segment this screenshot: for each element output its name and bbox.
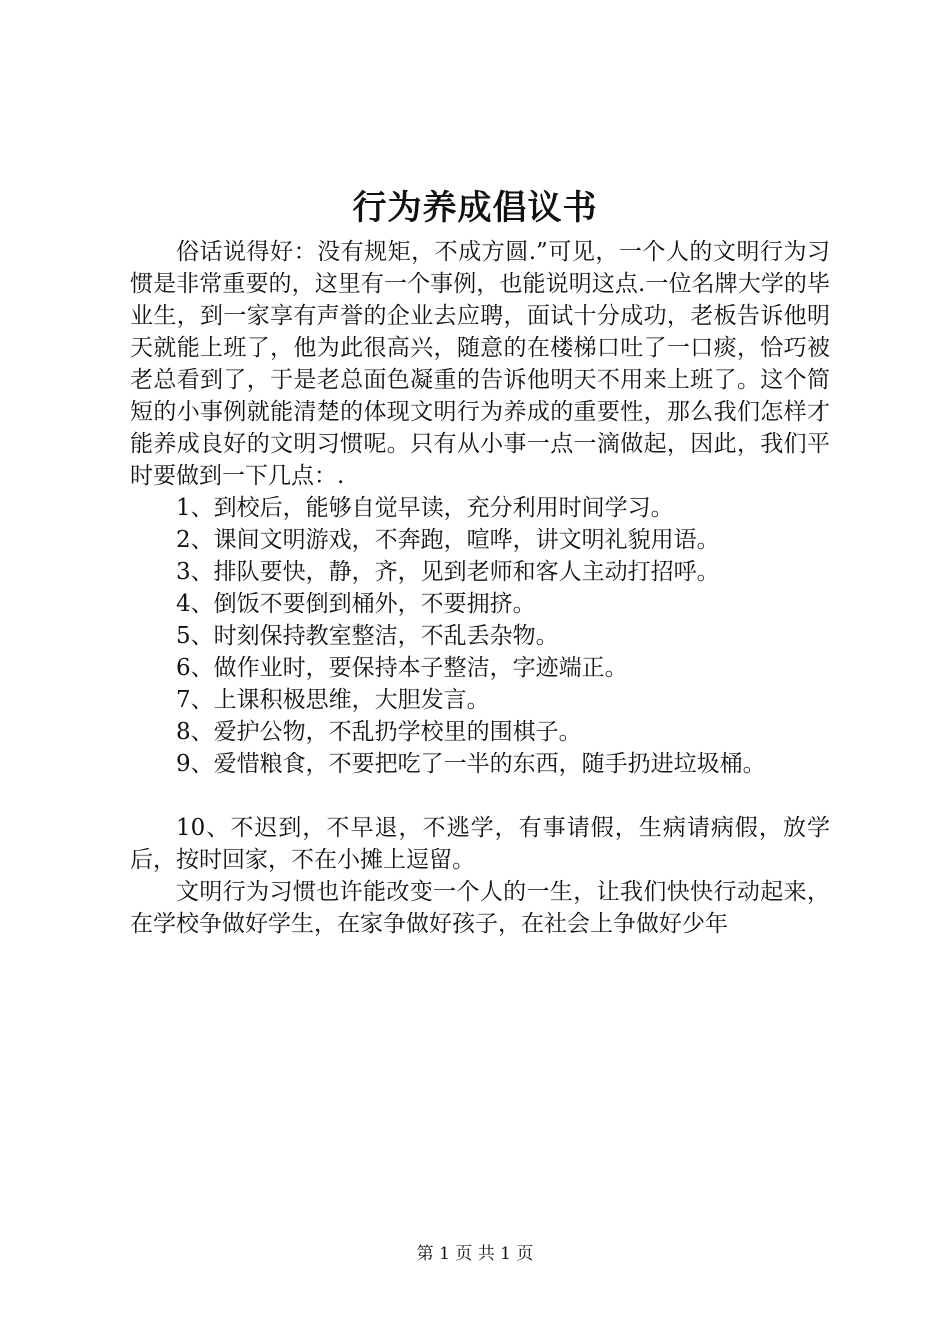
intro-paragraph: 俗话说得好：没有规矩，不成方圆.”可见，一个人的文明行为习惯是非常重要的，这里有一个事例，也能说明这点.一位名牌大学的毕业生，到一家享有声誉的企业去应聘，面试十分成功，老板告诉他明天就能上班了，他为此很高兴，随意的在楼梯口吐了一口痰，恰巧被老总看到了，于是老总面色凝重的告诉他明天不用来上班了。这个简短的小事例就能清楚的体现文明行为养成的重要性，那么我们怎样才能养成良好的文明习惯呢。只有从小事一点一滴做起，因此，我们平时要做到一下几点：. xyxy=(130,239,830,489)
list-item-10: 10、不迟到，不早退，不逃学，有事请假，生病请病假，放学后，按时回家，不在小摊上逗留。 xyxy=(130,815,830,873)
list-item: 7、上课积极思维，大胆发言。 xyxy=(176,687,490,713)
closing-paragraph: 文明行为习惯也许能改变一个人的一生，让我们快快行动起来，在学校争做好学生，在家争做好孩子，在社会上争做好少年 xyxy=(130,879,830,937)
page-footer: 第 1 页 共 1 页 xyxy=(416,1244,534,1264)
list-item: 3、排队要快，静，齐，见到老师和客人主动打招呼。 xyxy=(176,559,720,585)
list-item: 5、时刻保持教室整洁，不乱丢杂物。 xyxy=(176,623,559,649)
list-item: 6、做作业时，要保持本子整洁，字迹端正。 xyxy=(176,655,628,681)
document-body xyxy=(130,236,830,940)
list-item: 2、课间文明游戏，不奔跑，喧哗，讲文明礼貌用语。 xyxy=(176,527,720,553)
paragraph-gap xyxy=(130,780,830,812)
list-item: 1、到校后，能够自觉早读，充分利用时间学习。 xyxy=(176,495,674,521)
list-item: 8、爱护公物，不乱扔学校里的围棋子。 xyxy=(176,719,582,745)
page-title: 行为养成倡议书 xyxy=(352,188,598,228)
list-item: 9、爱惜粮食，不要把吃了一半的东西，随手扔进垃圾桶。 xyxy=(176,751,766,777)
list-item: 4、倒饭不要倒到桶外，不要拥挤。 xyxy=(176,591,536,617)
